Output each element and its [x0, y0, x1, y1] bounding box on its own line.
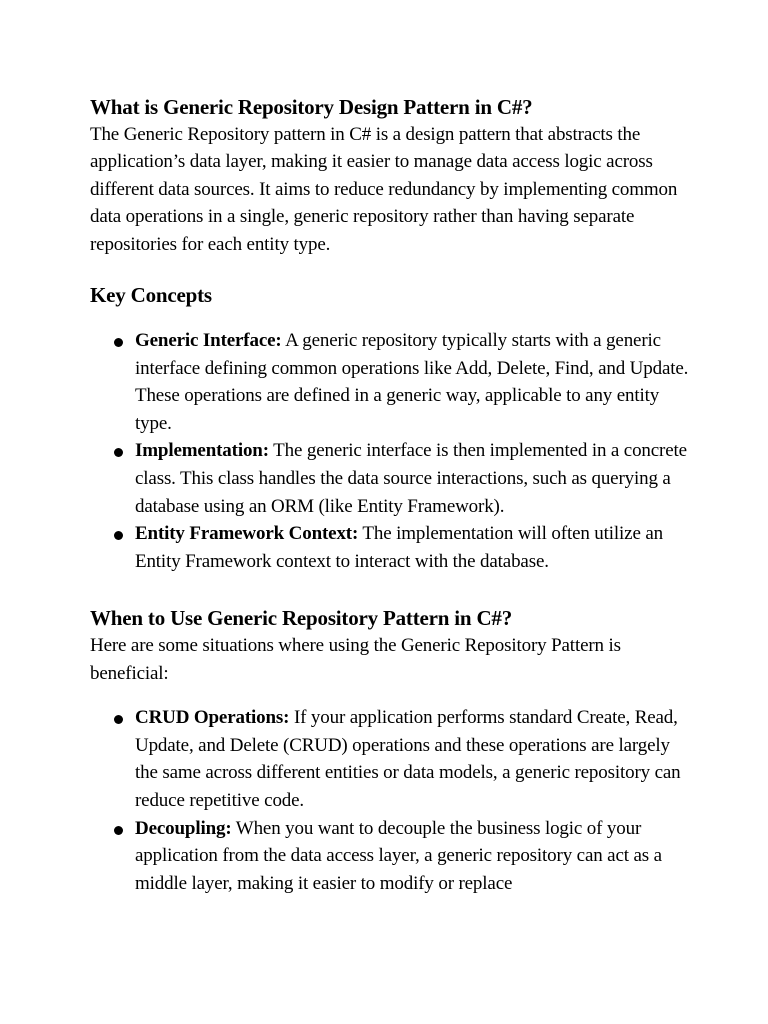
key-concepts-list	[90, 327, 690, 575]
list-item-term: Generic Interface:	[135, 330, 282, 352]
bullet-icon	[114, 715, 123, 724]
list-item-term: Entity Framework Context:	[135, 523, 359, 545]
when-intro-paragraph: Here are some situations where using the Generic Repository Pattern is beneficial:	[90, 635, 621, 684]
intro-paragraph: The Generic Repository pattern in C# is a design pattern that abstracts the application’s data layer, making it easier to manage data access logic across different data sources. It aims to reduce redundancy by implementing common data operations in a single, generic repository rather than having separate repositories for each entity type.	[90, 124, 678, 255]
list-item-text: When you want to decouple the business logic of your application from the data access layer, a generic repository can act as a middle layer, making it easier to modify or replace	[135, 817, 662, 894]
bullet-icon	[114, 826, 123, 835]
bullet-icon	[114, 531, 123, 540]
list-item-text: A generic repository typically starts with a generic interface defining common operations like Add, Delete, Find, and Update. These operations are defined in a generic way, applicable to any entity type.	[135, 330, 689, 434]
list-item	[90, 704, 690, 814]
heading-when-to-use: When to Use Generic Repository Pattern in C#?	[90, 606, 513, 631]
list-item	[90, 327, 690, 437]
heading-what-is-generic-repository: What is Generic Repository Design Pattern in C#?	[90, 95, 533, 119]
list-item-text: If your application performs standard Create, Read, Update, and Delete (CRUD) operations and these operations are largely the same across different entities or data models, a generic repository can reduce repetitive code.	[135, 707, 681, 811]
document-page	[90, 93, 690, 897]
list-item-text: The implementation will often utilize an Entity Framework context to interact with the database.	[135, 523, 663, 572]
list-item-term: Implementation:	[135, 440, 269, 462]
bullet-icon	[114, 448, 123, 457]
list-item	[90, 437, 690, 520]
usage-list	[90, 704, 690, 897]
list-item-term: Decoupling:	[135, 817, 232, 839]
list-item-term: CRUD Operations:	[135, 707, 290, 729]
heading-key-concepts: Key Concepts	[90, 283, 212, 308]
list-item	[90, 520, 690, 575]
bullet-icon	[114, 338, 123, 347]
list-item	[90, 815, 690, 898]
list-item-text: The generic interface is then implemented in a concrete class. This class handles the data source interactions, such as querying a database using an ORM (like Entity Framework).	[135, 440, 687, 517]
